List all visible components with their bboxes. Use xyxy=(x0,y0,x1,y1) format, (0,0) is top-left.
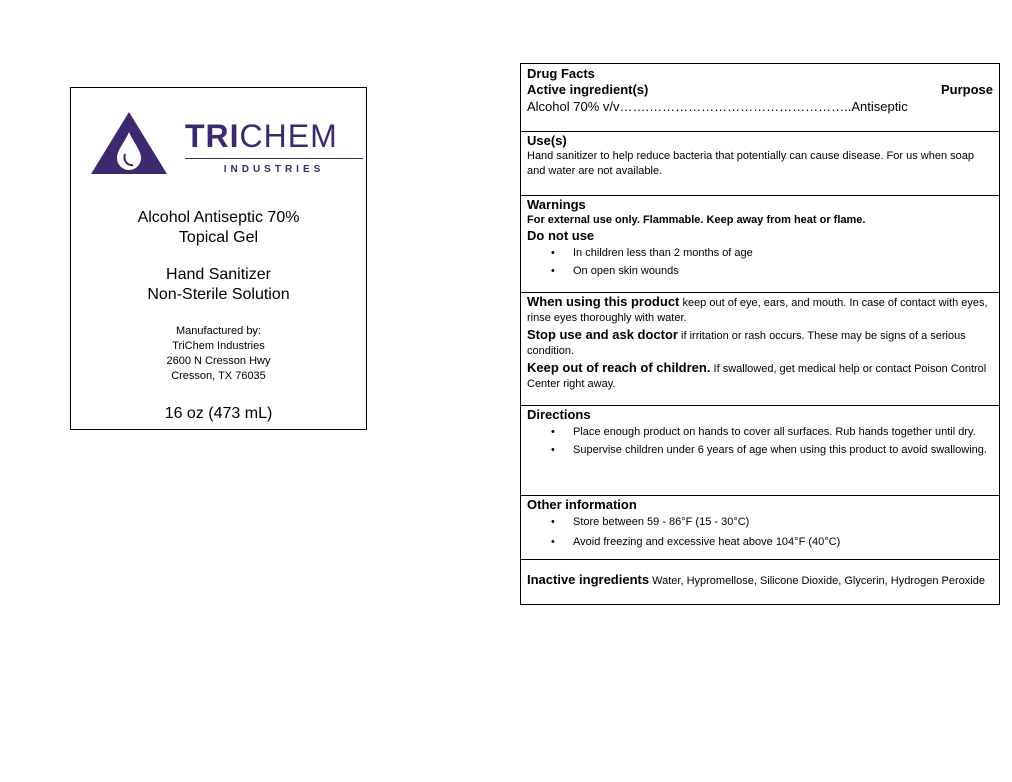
brand-wordmark xyxy=(185,116,338,156)
list-item: • On open skin wounds xyxy=(573,264,993,279)
manufacturer-address-2: Cresson, TX 76035 xyxy=(171,370,266,382)
when-using-text: keep out of eye, ears, and mouth. In case of contact with eyes, rinse eyes thoroughly with water. xyxy=(527,297,988,324)
inactive-ingredients-section xyxy=(521,559,999,604)
inactive-ingredients-block xyxy=(527,572,993,589)
directions-section xyxy=(521,405,999,495)
do-not-use-list xyxy=(527,246,993,279)
warnings-external: For external use only. Flammable. Keep away from heat or flame. xyxy=(527,214,866,226)
brand-secondary: CHEM xyxy=(239,118,338,154)
trichem-logo xyxy=(89,110,349,176)
manufacturer-block xyxy=(71,324,366,384)
directions-heading: Directions xyxy=(527,407,591,422)
list-item: • Place enough product on hands to cover all surfaces. Rub hands together until dry. xyxy=(573,425,993,440)
other-information-list xyxy=(527,515,993,550)
other-information-heading: Other information xyxy=(527,497,637,512)
stop-use-text: if irritation or rash occurs. These may be signs of a serious condition. xyxy=(527,330,966,357)
manufacturer-heading: Manufactured by: xyxy=(176,325,261,337)
active-ingredient-section xyxy=(521,66,999,132)
keep-out-heading: Keep out of reach of children. xyxy=(527,360,711,375)
when-using-heading: When using this product xyxy=(527,294,680,309)
list-item: • Avoid freezing and excessive heat above 104°F (40°C) xyxy=(573,535,993,550)
warnings-section xyxy=(521,195,999,292)
product-line-4: Non-Sterile Solution xyxy=(147,286,290,303)
uses-text: Hand sanitizer to help reduce bacteria that potentially can cause disease. For us when soap and water are not available. xyxy=(527,150,974,177)
inactive-ingredients-heading: Inactive ingredients xyxy=(527,572,650,587)
inactive-ingredients-text: Water, Hypromellose, Silicone Dioxide, Glycerin, Hydrogen Peroxide xyxy=(649,575,985,587)
product-label xyxy=(70,87,367,430)
directions-list xyxy=(527,425,993,458)
list-item: • Store between 59 - 86°F (15 - 30°C) xyxy=(573,515,993,530)
brand-divider xyxy=(185,158,363,159)
manufacturer-address-1: 2600 N Cresson Hwy xyxy=(166,355,271,367)
brand-subtitle: INDUSTRIES xyxy=(223,164,325,175)
drug-facts-title: Drug Facts xyxy=(527,66,595,81)
warnings-heading: Warnings xyxy=(527,197,586,212)
drug-facts-panel xyxy=(520,63,1000,605)
active-ingredient-heading: Active ingredient(s) xyxy=(527,82,649,97)
stop-use-block xyxy=(527,327,993,359)
product-name-block xyxy=(71,208,366,248)
uses-heading: Use(s) xyxy=(527,133,567,148)
list-item: • In children less than 2 months of age xyxy=(573,246,993,261)
do-not-use-heading: Do not use xyxy=(527,228,595,243)
keep-out-text: If swallowed, get medical help or contact Poison Control Center right away. xyxy=(527,363,987,390)
uses-section xyxy=(521,131,999,195)
when-using-section xyxy=(521,292,999,405)
product-line-1: Alcohol Antiseptic 70% xyxy=(137,209,300,226)
product-line-2: Topical Gel xyxy=(178,229,259,246)
droplet-triangle-icon xyxy=(89,110,169,176)
manufacturer-name: TriChem Industries xyxy=(172,340,265,352)
list-item: • Supervise children under 6 years of age when using this product to avoid swallowing. xyxy=(573,443,993,458)
product-type-block xyxy=(71,265,366,305)
active-ingredient-line: Alcohol 70% v/v…….………………………………………..Antiseptic xyxy=(527,99,908,114)
net-contents: 16 oz (473 mL) xyxy=(164,405,273,422)
product-line-3: Hand Sanitizer xyxy=(166,266,271,283)
brand-primary: TRI xyxy=(185,118,240,154)
other-information-section xyxy=(521,495,999,559)
stop-use-heading: Stop use and ask doctor xyxy=(527,327,678,342)
when-using-block xyxy=(527,294,993,326)
keep-out-block xyxy=(527,360,993,392)
purpose-heading: Purpose xyxy=(940,82,993,97)
